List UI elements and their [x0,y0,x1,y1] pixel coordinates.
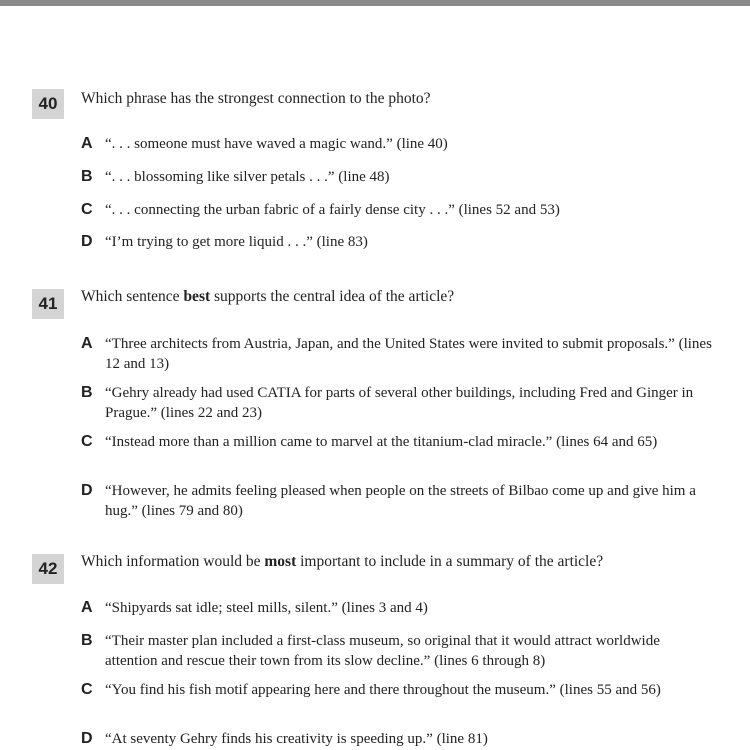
option-text: “You find his fish motif appearing here and there throughout the museum.” (lines 55 and 56) [105,682,661,698]
option-letter: C [81,681,93,698]
option-letter: B [81,168,93,185]
option-letter: C [81,433,93,450]
option-letter: D [81,730,93,747]
question-42-stem: Which information would be most important to include in a summary of the article? [81,553,604,570]
question-number-40: 40 [32,89,64,119]
option-text: “. . . blossoming like silver petals . . .” (line 48) [105,169,390,185]
option-text: “. . . someone must have waved a magic wand.” (line 40) [105,136,448,152]
option-text: “. . . connecting the urban fabric of a fairly dense city . . .” (lines 52 and 53) [105,202,560,218]
option-letter: C [81,201,93,218]
question-41-stem: Which sentence best supports the central idea of the article? [81,288,455,305]
option-text: “Gehry already had used CATIA for parts of several other buildings, including Fred and Ginger in Prague.” (lines 22 and 23) [105,385,694,421]
option-text: “Their master plan included a first-class museum, so original that it would attract worldwide attention and rescue their town from its slow decline.” (lines 6 through 8) [105,633,660,669]
question-number-42: 42 [32,554,64,584]
option-text: “I’m trying to get more liquid . . .” (line 83) [105,234,368,250]
option-text: “However, he admits feeling pleased when people on the streets of Bilbao come up and give him a hug.” (lines 79 and 80) [105,483,696,519]
option-letter: D [81,482,93,499]
option-letter: B [81,384,93,401]
option-text: “At seventy Gehry finds his creativity is speeding up.” (line 81) [105,731,488,747]
option-letter: A [81,599,93,616]
option-letter: A [81,335,93,352]
option-text: “Three architects from Austria, Japan, and the United States were invited to submit proposals.” (lines 12 and 13) [105,336,712,372]
option-letter: D [81,233,93,250]
question-number-41: 41 [32,289,64,319]
question-40-stem: Which phrase has the strongest connection to the photo? [81,90,431,107]
option-text: “Instead more than a million came to marvel at the titanium-clad miracle.” (lines 64 and 65) [105,434,658,450]
option-text: “Shipyards sat idle; steel mills, silent.” (lines 3 and 4) [105,600,428,616]
option-letter: B [81,632,93,649]
top-border [0,0,750,6]
option-letter: A [81,135,93,152]
